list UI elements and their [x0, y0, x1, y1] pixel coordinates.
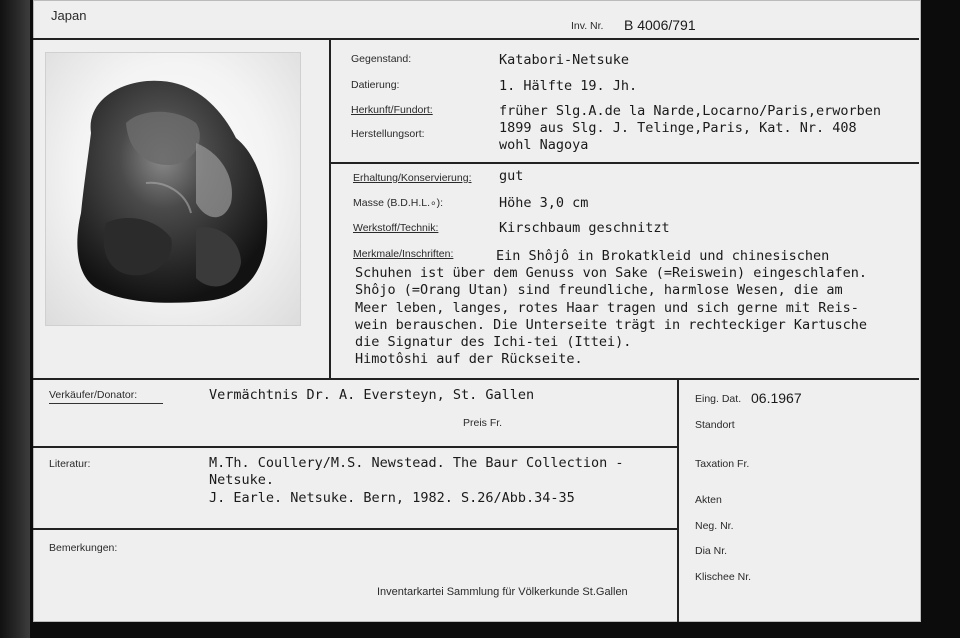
card-footer: Inventarkartei Sammlung für Völkerkunde St.Gallen	[377, 586, 628, 598]
herstellungsort-value: wohl Nagoya	[499, 137, 589, 153]
datierung-label: Datierung:	[351, 79, 400, 91]
gegenstand-label: Gegenstand:	[351, 53, 412, 65]
literatur-line-3: J. Earle. Netsuke. Bern, 1982. S.26/Abb.34-35	[209, 490, 575, 506]
rule-top	[33, 38, 919, 40]
verkaeufer-underline	[49, 403, 163, 404]
inventory-card	[33, 0, 921, 622]
eing-dat-label: Eing. Dat.	[695, 393, 742, 405]
standort-label: Standort	[695, 419, 735, 431]
masse-value: Höhe 3,0 cm	[499, 195, 589, 211]
merkmale-line: wein berauschen. Die Unterseite trägt in rechteckiger Kartusche	[355, 316, 868, 333]
erhaltung-value: gut	[499, 168, 524, 184]
gegenstand-value: Katabori-Netsuke	[499, 52, 630, 68]
merkmale-label: Merkmale/Inschriften:	[353, 248, 454, 260]
rule-mid	[329, 162, 919, 164]
verkaeufer-label: Verkäufer/Donator:	[49, 389, 138, 401]
region-label: Japan	[51, 8, 87, 23]
eing-dat-value: 06.1967	[751, 390, 802, 406]
klischee-nr-label: Klischee Nr.	[695, 571, 752, 583]
background-edge	[0, 0, 30, 638]
werkstoff-label: Werkstoff/Technik:	[353, 222, 439, 234]
rule-lower	[33, 378, 919, 380]
verkaeufer-value: Vermächtnis Dr. A. Eversteyn, St. Gallen	[209, 387, 535, 403]
masse-label: Masse (B.D.H.L.∘):	[353, 197, 444, 209]
rule-literatur	[33, 446, 677, 448]
preis-label: Preis Fr.	[463, 417, 503, 429]
merkmale-line: Himotôshi auf der Rückseite.	[355, 351, 583, 368]
netsuke-figure-image	[46, 53, 300, 325]
merkmale-text	[355, 265, 915, 369]
inv-number-label: Inv. Nr.	[571, 20, 604, 32]
object-photo	[45, 52, 301, 326]
inv-number: B 4006/791	[624, 17, 696, 33]
literatur-label: Literatur:	[49, 458, 91, 470]
herkunft-line-1: früher Slg.A.de la Narde,Locarno/Paris,erworben	[499, 103, 882, 119]
merkmale-line: Meer leben, langes, rotes Haar tragen und sich gerne mit Reis-	[355, 299, 859, 316]
merkmale-line: Shôjo (=Orang Utan) sind freundliche, harmlose Wesen, die am	[355, 282, 843, 299]
merkmale-first-line: Ein Shôjô in Brokatkleid und chinesischen	[496, 248, 830, 264]
merkmale-line: die Signatur des Ichi-tei (Ittei).	[355, 334, 632, 351]
herstellungsort-label: Herstellungsort:	[351, 128, 425, 140]
literatur-line-1: M.Th. Coullery/M.S. Newstead. The Baur Collection -	[209, 455, 624, 471]
werkstoff-value: Kirschbaum geschnitzt	[499, 220, 670, 236]
rule-bemerkungen	[33, 528, 677, 530]
erhaltung-label: Erhaltung/Konservierung:	[353, 172, 472, 184]
rule-photo-divider	[329, 38, 331, 378]
merkmale-line: Schuhen ist über dem Genuss von Sake (=Reiswein) eingeschlafen.	[355, 265, 868, 281]
literatur-line-2: Netsuke.	[209, 472, 275, 488]
rule-right-column	[677, 378, 679, 622]
herkunft-line-2: 1899 aus Slg. J. Telinge,Paris, Kat. Nr. 408	[499, 120, 857, 136]
taxation-label: Taxation Fr.	[695, 458, 750, 470]
akten-label: Akten	[695, 494, 722, 506]
datierung-value: 1. Hälfte 19. Jh.	[499, 78, 638, 94]
neg-nr-label: Neg. Nr.	[695, 520, 734, 532]
herkunft-label: Herkunft/Fundort:	[351, 104, 433, 116]
dia-nr-label: Dia Nr.	[695, 545, 728, 557]
bemerkungen-label: Bemerkungen:	[49, 542, 118, 554]
